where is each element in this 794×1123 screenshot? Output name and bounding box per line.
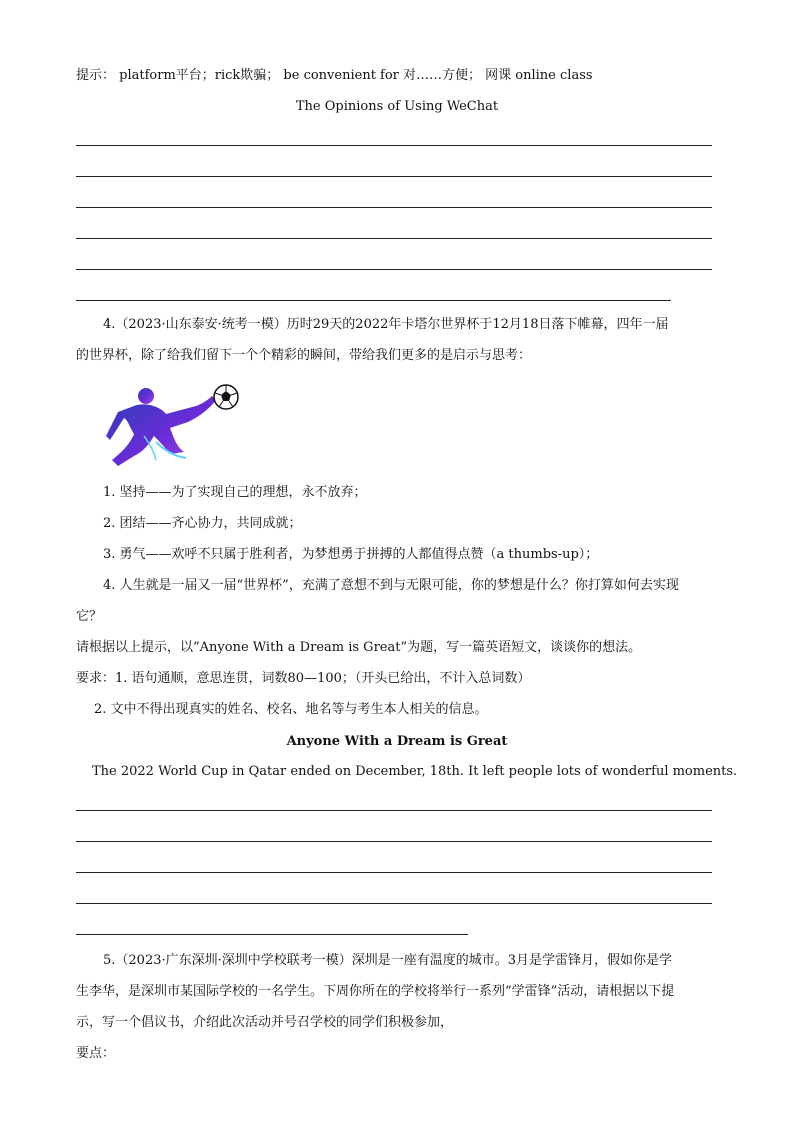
soccer-player-image xyxy=(104,380,244,472)
q4-requirement-2: 2. 文中不得出现真实的姓名、校名、地名等与考生本人相关的信息。 xyxy=(94,702,488,717)
writing-line xyxy=(76,841,712,842)
q4-point1: 1. 坚持——为了实现自己的理想，永不放弃； xyxy=(103,485,367,500)
writing-line xyxy=(76,238,712,239)
writing-line xyxy=(76,903,712,904)
q4-essay-title: Anyone With a Dream is Great xyxy=(286,734,508,749)
q4-task: 请根据以上提示，以“Anyone With a Dream is Great”为题，写一篇英语短文，谈谈你的想法。 xyxy=(76,640,642,655)
writing-line xyxy=(76,269,712,270)
q5-line1: 5.（2023·广东深圳·深圳中学校联考一模）深圳是一座有温度的城市。3月是学雷锋月，假如你是学 xyxy=(103,953,673,968)
hint-line: 提示： platform平台；rick欺骗； be convenient for 对……方便； 网课 online class xyxy=(76,68,593,83)
q4-point2: 2. 团结——齐心协力，共同成就； xyxy=(103,516,302,531)
q4-point4-line2: 它？ xyxy=(76,609,103,624)
writing-line xyxy=(76,176,712,177)
writing-line xyxy=(76,872,712,873)
q4-requirement-1: 要求：1. 语句通顺，意思连贯，词数80—100；（开头已给出，不计入总词数） xyxy=(76,671,531,686)
q4-point3: 3. 勇气——欢呼不只属于胜利者，为梦想勇于拼搏的人都值得点赞（a thumbs-up）； xyxy=(103,547,599,562)
soccer-ball-icon xyxy=(214,385,238,409)
q4-essay-opening: The 2022 World Cup in Qatar ended on December, 18th. It left people lots of wonderful moments. xyxy=(92,764,738,779)
q4-intro-line2: 的世界杯，除了给我们留下一个个精彩的瞬间，带给我们更多的是启示与思考： xyxy=(76,348,532,363)
writing-line xyxy=(76,300,671,301)
q5-line3: 示，写一个倡议书，介绍此次活动并号召学校的同学们积极参加， xyxy=(76,1015,454,1030)
writing-line xyxy=(76,934,468,935)
q5-line2: 生李华，是深圳市某国际学校的一名学生。下周你所在的学校将举行一系列“学雷锋”活动，请根据以下提 xyxy=(76,984,675,999)
q4-point4-line1: 4. 人生就是一届又一届“世界杯”，充满了意想不到与无限可能，你的梦想是什么？你打算如何去实现 xyxy=(103,578,679,593)
writing-line xyxy=(76,810,712,811)
writing-line xyxy=(76,207,712,208)
writing-line xyxy=(76,145,712,146)
essay1-title: The Opinions of Using WeChat xyxy=(295,99,499,114)
q5-line4: 要点： xyxy=(76,1046,116,1061)
q4-intro-line1: 4.（2023·山东泰安·统考一模）历时29天的2022年卡塔尔世界杯于12月18日落下帷幕，四年一届 xyxy=(103,317,669,332)
